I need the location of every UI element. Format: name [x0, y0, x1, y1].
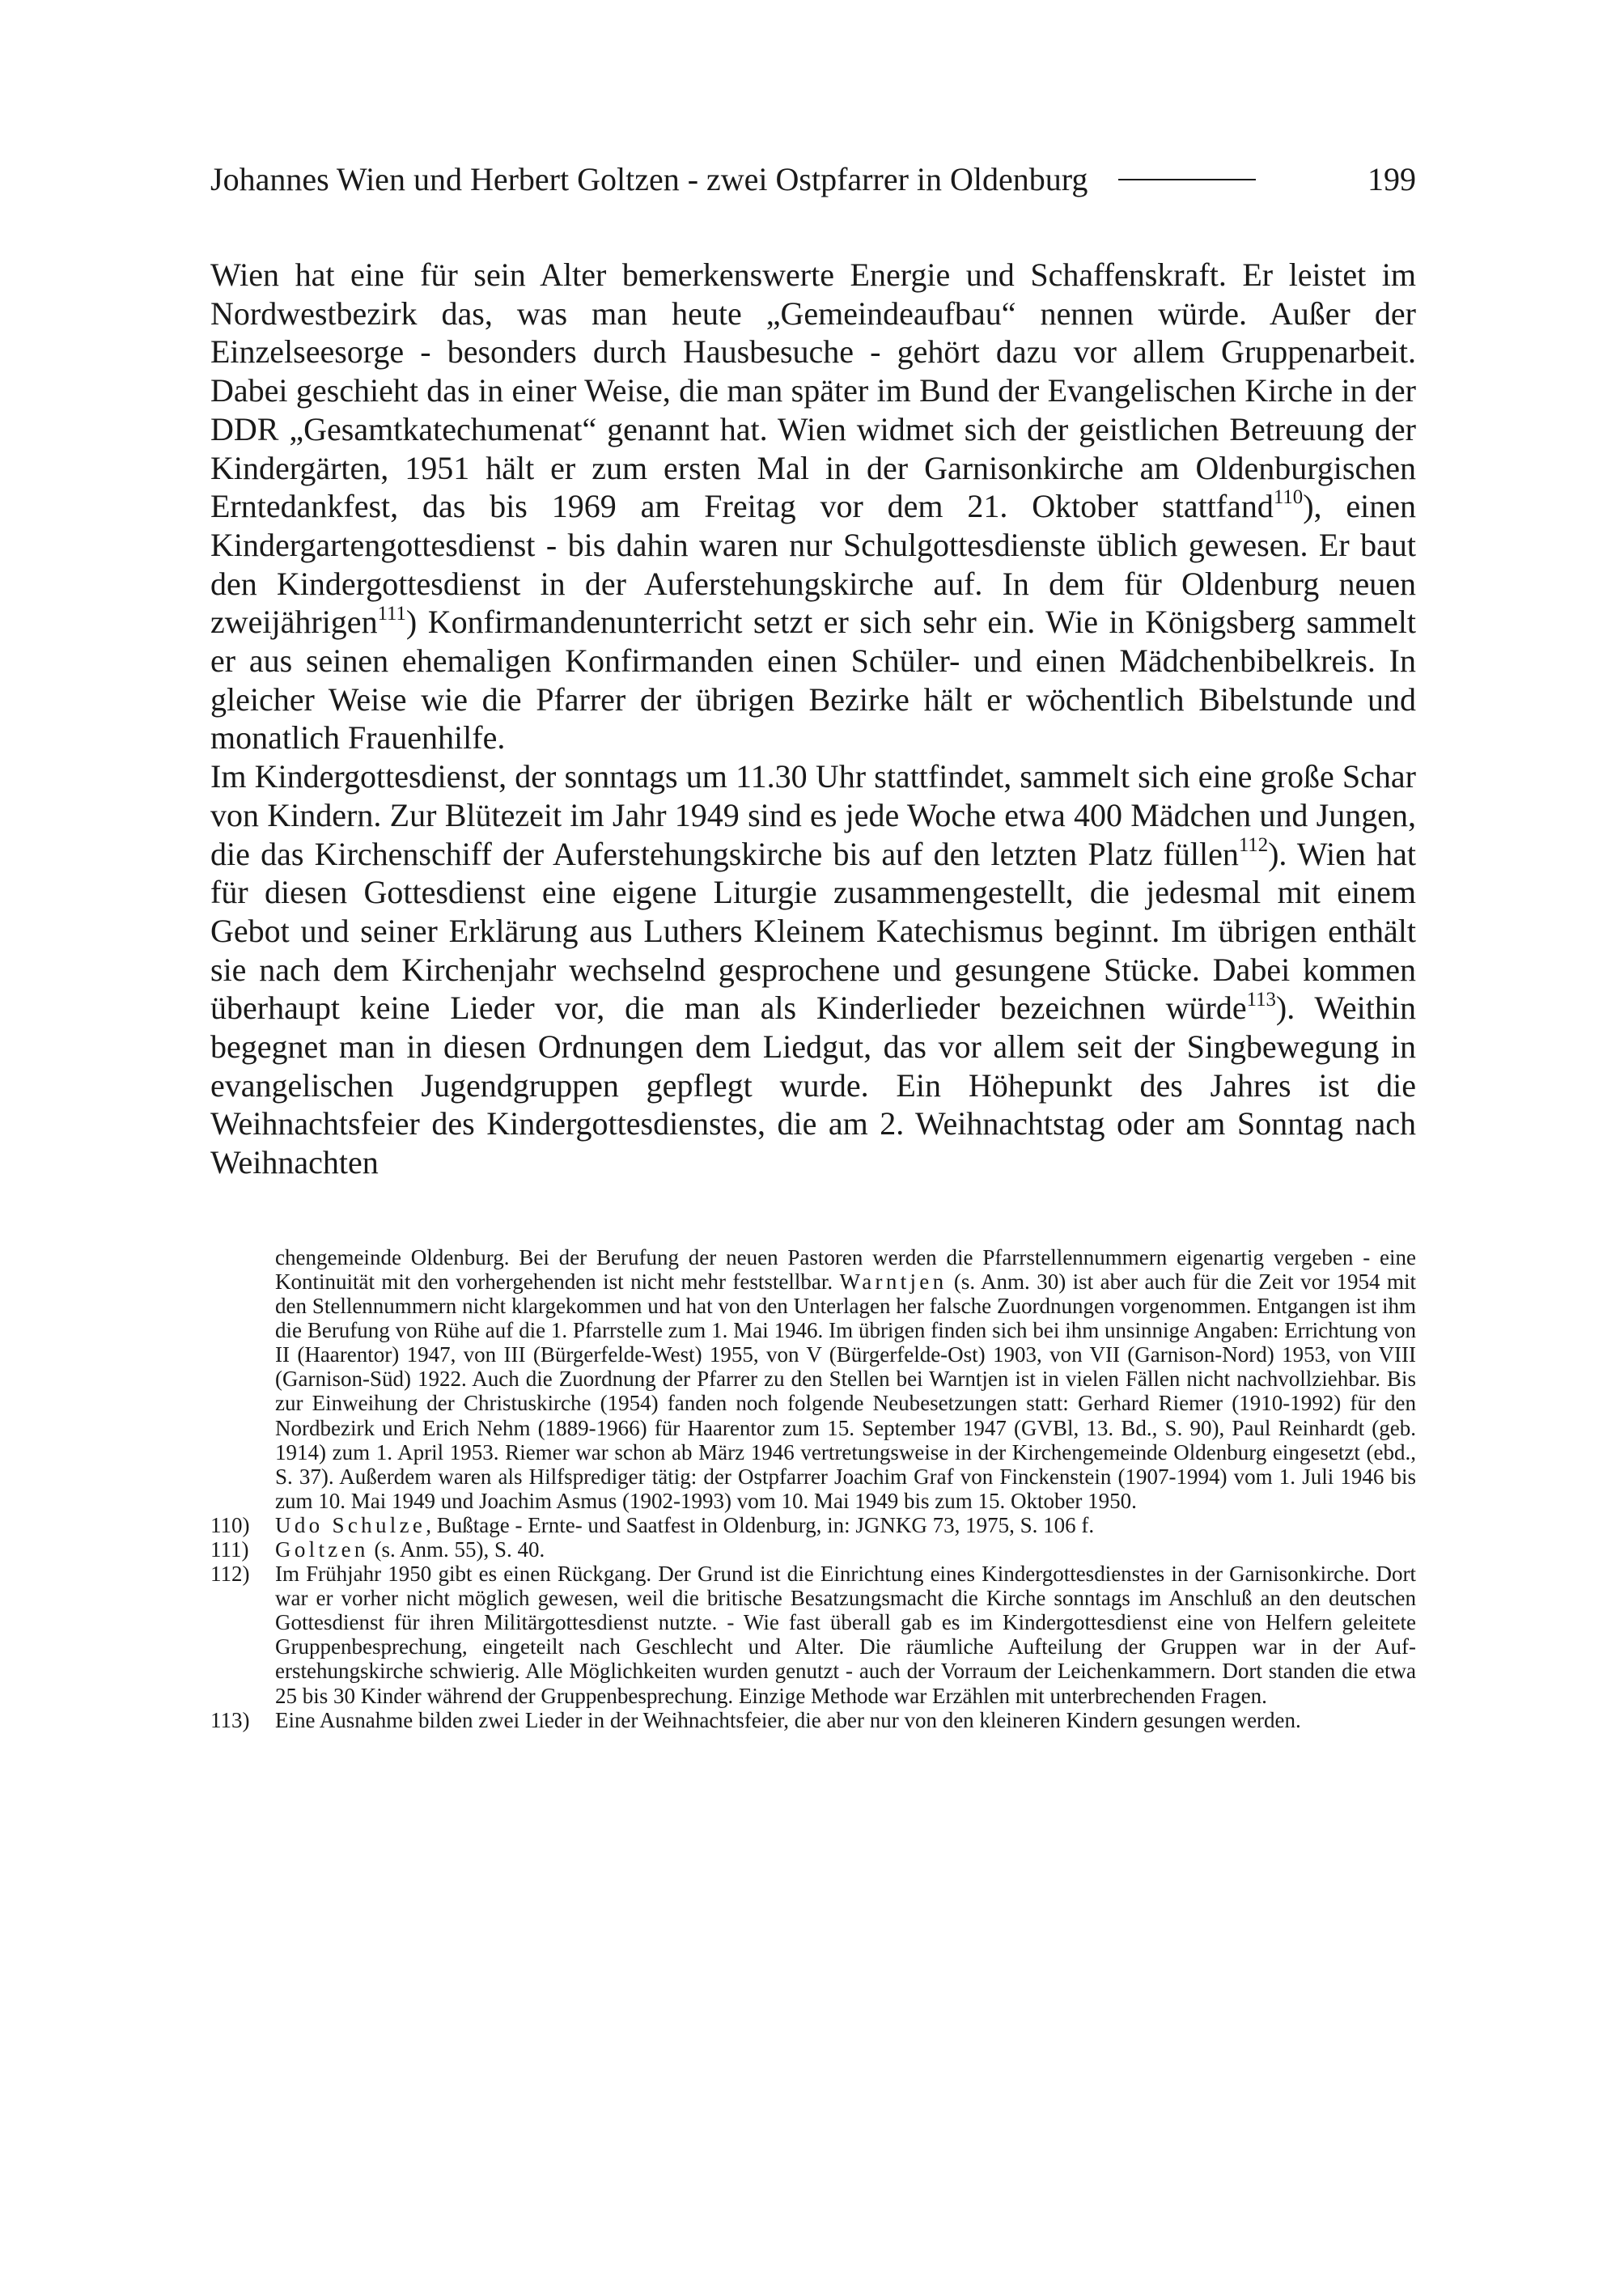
footnote-111	[210, 1537, 1416, 1562]
paragraph-1	[210, 256, 1416, 757]
running-title: Johannes Wien und Herbert Goltzen - zwei Ostpfarrer in Oldenburg	[210, 161, 1088, 197]
footnote-number-113: 113)	[210, 1707, 250, 1732]
footnote-113	[210, 1708, 1416, 1732]
page-number: 199	[1367, 161, 1416, 197]
footnote-number-111: 111)	[210, 1537, 249, 1562]
paragraph-1-part-c: ) Konfirmandenunterricht setzt er sich sehr ein. Wie in Königsberg sammelt er aus seinen ehemaligen Konfirmanden einen Schüler- und einen Mädchenbibelkreis. In gleicher Weise wie die Pfarrer der übrigen Bezirke hält er wöchentlich Bibelstunde und monatlich Frauenhilfe.	[210, 604, 1416, 757]
footnote-ref-112: 112	[1238, 833, 1269, 856]
footnote-continuation-part-b: (s. Anm. 30) ist aber auch für die Zeit vor 1954 mit den Stellennummern nicht klargekommen und hat von den Unterlagen her falsche Zuordnungen vorgenommen. Entgangen ist ihm die Berufung von Rühe auf die 1. Pfarrstelle zum 1. Mai 1946. Im übrigen finden sich bei ihm unsinnige Angaben: Errichtung von II (Haarentor) 1947, von III (Bürgerfelde-West) 1955, von V (Bürgerfelde-Ost) 1903, von VII (Garnison-Nord) 1953, von VIII (Garnison-Süd) 1922. Auch die Zuordnung der Pfarrer zu den Stellen bei Warntjen ist in vielen Fällen nicht nachvollziehbar. Bis zur Einweihung der Christuskirche (1954) fanden noch folgende Neubesetzungen statt: Gerhard Riemer (1910-1992) für den Nordbezirk und Erich Nehm (1889-1966) für Haarentor zum 15. September 1947 (GVBl, 13. Bd., S. 90), Paul Reinhardt (geb. 1914) zum 1. April 1953. Riemer war schon ab März 1946 vertretungsweise in der Kirchengemeinde Oldenburg eingesetzt (ebd., S. 37). Außerdem waren als Hilfsprediger tätig: der Ostpfarrer Joachim Graf von Finckenstein (1907-1994) vom 1. Juli 1946 bis zum 10. Mai 1949 und Joachim Asmus (1902-1993) vom 10. Mai 1949 bis zum 15. Oktober 1950.	[275, 1269, 1416, 1513]
footnote-ref-110: 110	[1273, 486, 1304, 509]
paragraph-2	[210, 757, 1416, 1182]
author-name-warntjen: Warntjen	[839, 1269, 948, 1294]
footnote-ref-113: 113	[1246, 988, 1276, 1011]
author-name-schulze: Udo Schulze	[275, 1512, 426, 1537]
author-name-goltzen: Goltzen	[275, 1537, 369, 1562]
footnote-ref-111: 111	[377, 602, 406, 625]
footnote-112-text: Im Frühjahr 1950 gibt es einen Rückgang. Der Grund ist die Einrichtung eines Kindergottesdienstes in der Garnisonkirche. Dort war er vorher nicht möglich gewesen, weil die britische Besatzungsmacht die Kirche sonntags im Anschluß an den deutschen Gottesdienst für ihren Militärgottesdienst nutzte. - Wie fast überall gab es im Kindergottesdienst eine von Helfern geleitete Gruppenbesprechung, eingeteilt nach Geschlecht und Alter. Die räumliche Aufteilung der Gruppen war in der Auferstehungskirche schwierig. Alle Möglichkeiten wurden genutzt - auch der Vorraum der Leichenkammern. Dort standen die etwa 25 bis 30 Kinder während der Gruppenbesprechung. Einzige Methode war Erzählen mit unterbrechenden Fragen.	[275, 1562, 1416, 1708]
footnote-112	[210, 1562, 1416, 1708]
footnote-110	[210, 1513, 1416, 1537]
paragraph-1-part-b: ), einen Kindergartengottesdienst - bis dahin waren nur Schulgottesdienste üblich gewesen. Er baut den Kindergottesdienst in der Auferstehungskirche auf. In dem für Oldenburg neuen zweijährigen	[210, 488, 1416, 641]
main-text	[210, 256, 1416, 1182]
footnote-111-text: (s. Anm. 55), S. 40.	[368, 1537, 545, 1562]
footnotes	[210, 1245, 1416, 1732]
running-head	[210, 159, 1416, 201]
paragraph-2-part-b: ). Wien hat für diesen Gottesdienst eine eigene Liturgie zusammengestellt, die jedesmal mit einem Gebot und seiner Erklärung aus Luthers Kleinem Katechismus beginnt. Im übrigen enthält sie nach dem Kirchenjahr wechselnd gesprochene und gesungene Stücke. Dabei kommen überhaupt keine Lieder vor, die man als Kinderlieder bezeichnen würde	[210, 835, 1416, 1027]
footnote-continuation	[210, 1245, 1416, 1513]
book-page	[210, 159, 1416, 1732]
paragraph-1-part-a: Wien hat eine für sein Alter bemerkenswerte Energie und Schaffenskraft. Er leistet im Nordwestbezirk das, was man heute „Gemeindeaufbau“ nennen würde. Außer der Einzelseesorge - besonders durch Hausbesuche - gehört dazu vor allem Gruppenarbeit. Dabei geschieht das in einer Weise, die man später im Bund der Evangelischen Kirche in der DDR „Gesamtkatechumenat“ genannt hat. Wien widmet sich der geistlichen Betreuung der Kindergärten, 1951 hält er zum ersten Mal in der Garnisonkirche am Oldenburgischen Erntedankfest, das bis 1969 am Freitag vor dem 21. Oktober stattfand	[210, 256, 1416, 525]
paragraph-2-part-c: ). Weithin begegnet man in diesen Ordnungen dem Liedgut, das vor allem seit der Singbewegung in evangelischen Jugendgruppen gepflegt wurde. Ein Höhepunkt des Jahres ist die Weihnachtsfeier des Kindergottesdienstes, die am 2. Weihnachtstag oder am Sonntag nach Weihnachten	[210, 990, 1416, 1181]
footnote-113-text: Eine Ausnahme bilden zwei Lieder in der Weihnachtsfeier, die aber nur von den kleineren Kindern gesungen werden.	[275, 1707, 1301, 1732]
footnote-number-110: 110)	[210, 1512, 250, 1537]
footnote-number-112: 112)	[210, 1562, 250, 1587]
header-rule	[1118, 179, 1256, 180]
footnote-continuation-part-a: chengemeinde Oldenburg. Bei der Berufung der neuen Pastoren werden die Pfarrstellennummern eigenartig vergeben - eine Kontinuität mit den vorhergehenden ist nicht mehr feststellbar.	[275, 1244, 1416, 1294]
footnote-110-text: , Bußtage - Ernte- und Saatfest in Oldenburg, in: JGNKG 73, 1975, S. 106 f.	[426, 1512, 1095, 1537]
paragraph-2-part-a: Im Kindergottesdienst, der sonntags um 11.30 Uhr stattfindet, sammelt sich eine große Schar von Kindern. Zur Blütezeit im Jahr 1949 sind es jede Woche etwa 400 Mädchen und Jungen, die das Kirchenschiff der Auferstehungskirche bis auf den letzten Platz füllen	[210, 758, 1416, 872]
